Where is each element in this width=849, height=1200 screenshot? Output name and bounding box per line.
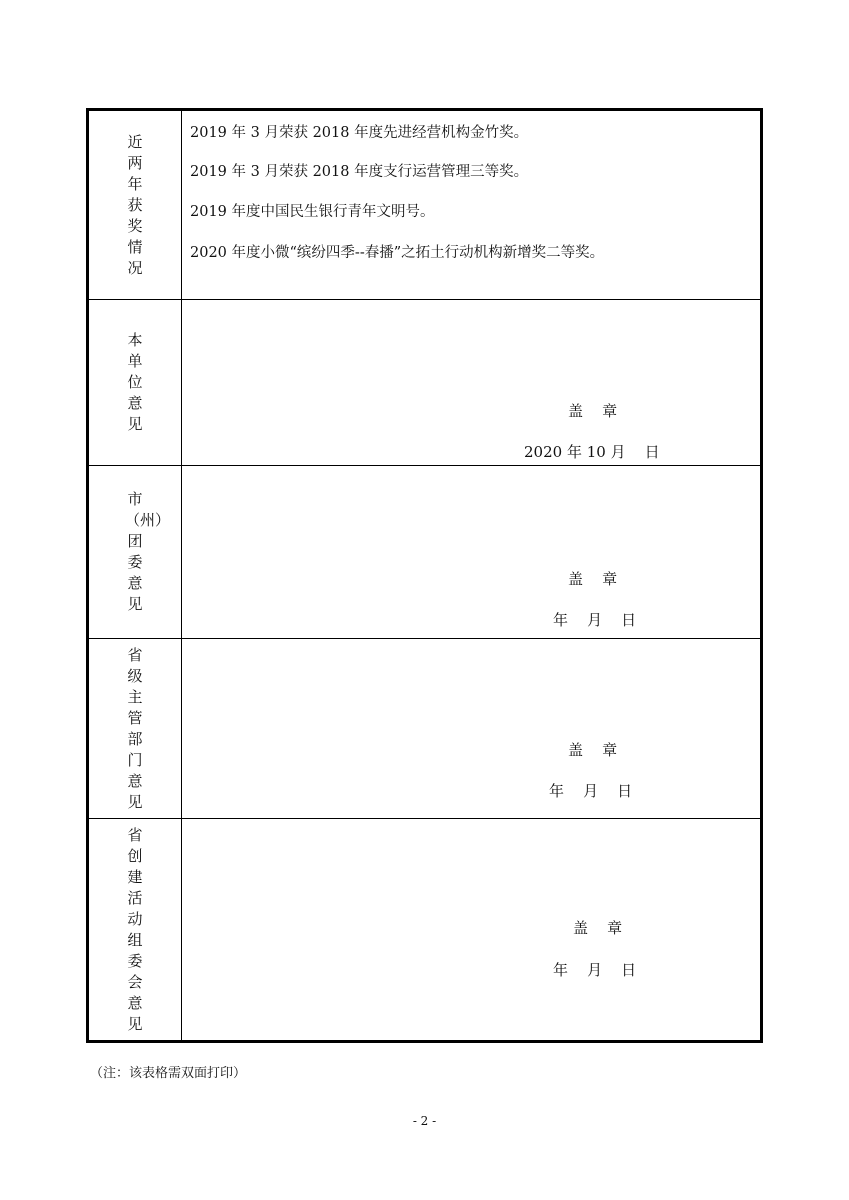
awards-row — [89, 111, 760, 300]
seal-text: 盖 章 — [573, 919, 623, 937]
award-item: 2019 年度中国民生银行青年文明号。 — [190, 204, 435, 220]
award-item: 2020 年度小微“缤纷四季--春播”之拓土行动机构新增奖二等奖。 — [190, 245, 605, 261]
committee-opinion-label-cell — [89, 819, 182, 1040]
committee-opinion-content — [182, 819, 760, 1040]
city-opinion-label: 市（州）团委意见 — [125, 490, 171, 613]
seal-text: 盖 章 — [568, 402, 618, 420]
date-line: 年 月 日 — [553, 611, 637, 629]
seal-text: 盖 章 — [568, 741, 618, 759]
date-line: 2020 年 10 月 日 — [524, 443, 660, 461]
award-item: 2019 年 3 月荣获 2018 年度先进经营机构金竹奖。 — [190, 125, 529, 141]
date-line: 年 月 日 — [549, 782, 633, 800]
seal-text: 盖 章 — [568, 570, 618, 588]
unit-opinion-content — [182, 300, 760, 465]
city-opinion-row — [89, 466, 760, 639]
awards-label: 近两年获奖情况 — [127, 132, 143, 277]
date-line: 年 月 日 — [553, 961, 637, 979]
unit-opinion-row — [89, 300, 760, 466]
province-dept-opinion-row — [89, 639, 760, 819]
form-table — [86, 108, 763, 1043]
committee-opinion-label: 省创建活动组委会意见 — [127, 825, 143, 1033]
city-opinion-label-cell — [89, 466, 182, 638]
province-dept-opinion-content — [182, 639, 760, 818]
unit-opinion-label-cell — [89, 300, 182, 465]
city-opinion-content — [182, 466, 760, 638]
awards-label-cell — [89, 111, 182, 299]
page-number: - 2 - — [412, 1114, 437, 1128]
committee-opinion-row — [89, 819, 760, 1040]
award-item: 2019 年 3 月荣获 2018 年度支行运营管理三等奖。 — [190, 164, 529, 180]
unit-opinion-label: 本单位意见 — [127, 331, 143, 433]
province-dept-opinion-label-cell — [89, 639, 182, 818]
awards-content — [182, 111, 760, 299]
print-note: （注：该表格需双面打印） — [90, 1066, 247, 1081]
province-dept-opinion-label: 省级主管部门意见 — [127, 645, 143, 811]
